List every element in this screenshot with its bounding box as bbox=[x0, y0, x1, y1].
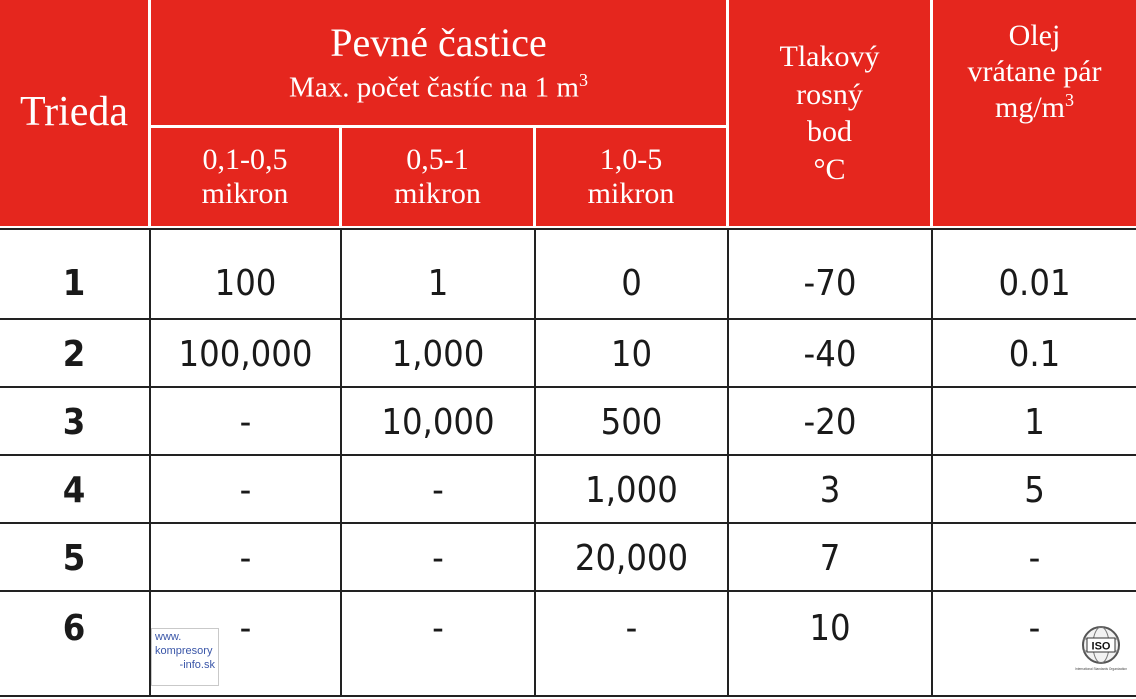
cell-size-1-0-5: 1,000 bbox=[585, 469, 678, 511]
header-solid-particles-title: Pevné častice bbox=[330, 20, 547, 66]
watermark-kompresory-info bbox=[151, 628, 219, 686]
watermark-line-3: -info.sk bbox=[179, 658, 215, 671]
column-divider bbox=[931, 230, 933, 695]
header-size-0-1-0-5 bbox=[151, 128, 339, 226]
cell-dew-point: 7 bbox=[819, 537, 841, 579]
row-divider bbox=[0, 590, 1136, 592]
header-trieda bbox=[0, 0, 148, 226]
header-solid-particles-subtitle: Max. počet častíc na 1 $m^3$ bbox=[289, 69, 588, 104]
header-pressure-dew-point bbox=[729, 0, 930, 226]
header-size-1-0-5 bbox=[536, 128, 726, 226]
cell-oil: 0.1 bbox=[1008, 333, 1061, 375]
header-oil bbox=[933, 0, 1136, 226]
row-divider bbox=[0, 318, 1136, 320]
cell-oil: 1 bbox=[1024, 401, 1045, 443]
table-top-border bbox=[0, 228, 1136, 230]
header-dew-point-line-3: bod bbox=[807, 115, 852, 148]
cell-size-0-1-0-5: - bbox=[239, 607, 252, 649]
column-divider bbox=[727, 230, 729, 695]
cell-class: 6 bbox=[62, 607, 86, 649]
header-solid-particles bbox=[151, 0, 726, 125]
svg-text:International Standards Organi: International Standards Organization bbox=[1075, 667, 1127, 671]
row-divider bbox=[0, 386, 1136, 388]
cell-oil: 5 bbox=[1024, 469, 1045, 511]
cell-size-1-0-5: 0 bbox=[621, 262, 642, 304]
header-size-0-5-1-unit: mikron bbox=[394, 177, 481, 210]
row-divider bbox=[0, 522, 1136, 524]
header-dew-point-line-2: rosný bbox=[796, 77, 863, 111]
cell-size-0-1-0-5: - bbox=[239, 469, 252, 511]
header-size-0-1-0-5-range: 0,1-0,5 bbox=[202, 143, 288, 177]
cell-size-1-0-5: 10 bbox=[610, 333, 653, 375]
cell-dew-point: -70 bbox=[803, 262, 857, 304]
column-divider bbox=[340, 230, 342, 695]
header-oil-unit: $mg/m^3$ bbox=[994, 90, 1074, 124]
cell-size-0-5-1: - bbox=[432, 537, 444, 579]
cell-class: 4 bbox=[62, 469, 86, 511]
cell-size-1-0-5: 500 bbox=[600, 401, 663, 443]
header-dew-point-line-1: Tlakový bbox=[779, 40, 880, 73]
table-bottom-border bbox=[0, 695, 1136, 697]
cell-size-1-0-5: 20,000 bbox=[574, 537, 689, 579]
cell-dew-point: 10 bbox=[809, 607, 851, 649]
cell-oil: 0.01 bbox=[998, 262, 1071, 304]
cell-size-0-5-1: 1,000 bbox=[391, 333, 485, 375]
cell-dew-point: -20 bbox=[803, 401, 857, 443]
cell-size-0-5-1: - bbox=[432, 469, 444, 511]
cell-size-0-5-1: 10,000 bbox=[381, 401, 495, 443]
cell-size-0-1-0-5: 100,000 bbox=[178, 333, 313, 375]
cell-class: 3 bbox=[62, 401, 86, 443]
watermark-line-2: kompresory bbox=[155, 644, 213, 657]
column-divider bbox=[149, 230, 151, 695]
cell-size-1-0-5: - bbox=[625, 607, 638, 649]
cell-dew-point: -40 bbox=[803, 333, 857, 375]
header-oil-line-1: Olej bbox=[1008, 19, 1061, 52]
cell-class: 1 bbox=[62, 262, 86, 304]
cell-dew-point: 3 bbox=[819, 469, 841, 511]
cell-oil: - bbox=[1028, 607, 1041, 649]
iso-logo-icon bbox=[1075, 624, 1127, 680]
column-divider bbox=[534, 230, 536, 695]
cell-size-0-1-0-5: - bbox=[239, 537, 252, 579]
header-size-1-0-5-range: 1,0-5 bbox=[599, 143, 663, 177]
watermark-line-1: www. bbox=[155, 631, 182, 643]
cell-size-0-1-0-5: - bbox=[239, 401, 252, 443]
header-dew-point-unit: °C bbox=[813, 152, 846, 186]
header-oil-line-2: vrátane pár bbox=[967, 55, 1102, 88]
row-divider bbox=[0, 454, 1136, 456]
cell-size-0-1-0-5: 100 bbox=[214, 262, 277, 304]
cell-size-0-5-1: - bbox=[432, 607, 444, 649]
cell-size-0-5-1: 1 bbox=[427, 262, 449, 304]
header-size-0-5-1-range: 0,5-1 bbox=[406, 143, 469, 177]
svg-text:ISO: ISO bbox=[1091, 640, 1111, 653]
cell-class: 5 bbox=[62, 537, 86, 579]
cell-class: 2 bbox=[62, 333, 86, 375]
cell-oil: - bbox=[1028, 537, 1041, 579]
header-size-1-0-5-unit: mikron bbox=[587, 177, 675, 210]
header-size-0-5-1 bbox=[342, 128, 533, 226]
header-trieda-label: Trieda bbox=[19, 89, 129, 136]
header-size-0-1-0-5-unit: mikron bbox=[201, 177, 289, 210]
